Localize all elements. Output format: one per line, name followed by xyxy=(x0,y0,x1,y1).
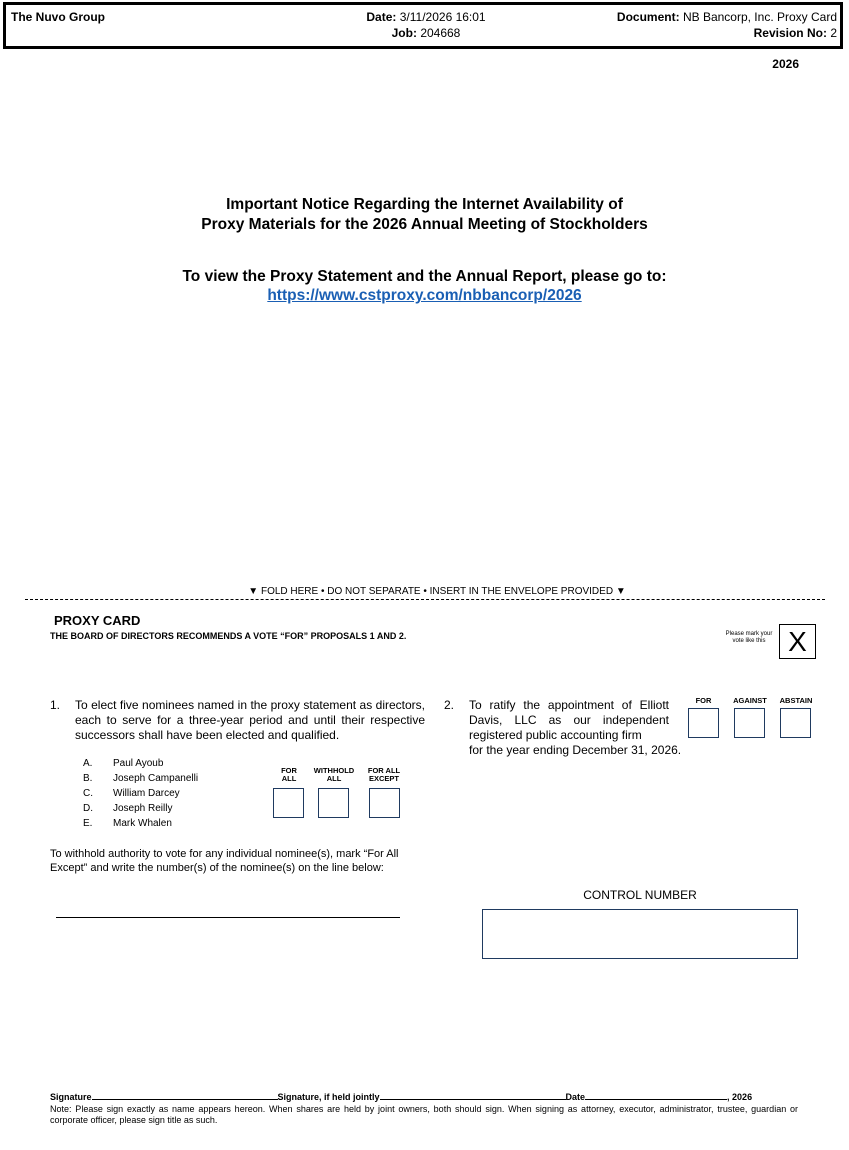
withhold-instruction: To withhold authority to vote for any individual nominee(s), mark “For All Except” and write the number(s) of the nominee(s) on the line below: xyxy=(50,848,399,874)
fold-instruction xyxy=(0,586,849,597)
signature-note: Note: Please sign exactly as name appears hereon. When shares are held by joint owners, both should sign. When signing as attorney, executor, administrator, trustee, guardian or corporate officer, please sign title as such. xyxy=(50,1104,798,1125)
for-all-checkbox[interactable] xyxy=(273,788,304,818)
fold-dashed-line xyxy=(25,599,825,600)
notice-title xyxy=(0,195,849,235)
mark-example-box: X xyxy=(779,624,816,659)
signature-label: Signature xyxy=(50,1092,92,1102)
nominee-item: A. Paul Ayoub xyxy=(83,758,164,769)
date-label: Date: xyxy=(366,10,397,24)
joint-signature-label: Signature, if held jointly xyxy=(277,1092,380,1102)
withhold-all-checkbox[interactable] xyxy=(318,788,349,818)
nominee-item: E. Mark Whalen xyxy=(83,818,172,829)
proposal1-text: To elect five nominees named in the proxy statement as directors, each to serve for a three-year period and until their respective successors shall have been elected and qualified. xyxy=(75,698,425,742)
date-year-suffix: , 2026 xyxy=(727,1092,753,1102)
notice-title-line1: Important Notice Regarding the Internet Availability of xyxy=(226,196,623,213)
date-job-block xyxy=(306,9,546,41)
date-line[interactable] xyxy=(585,1090,727,1100)
for-all-except-checkbox[interactable] xyxy=(369,788,400,818)
document-value: NB Bancorp, Inc. Proxy Card xyxy=(682,10,837,24)
nominee-item: B. Joseph Campanelli xyxy=(83,773,199,784)
against-checkbox[interactable] xyxy=(734,708,765,738)
proposal2-text: To ratify the appointment of Elliott Davis, LLC as our independent registered public accounting firm xyxy=(469,698,669,742)
signature-line[interactable] xyxy=(92,1090,278,1100)
proposal1-number: 1. xyxy=(50,698,61,712)
control-number-label: CONTROL NUMBER xyxy=(583,888,697,902)
job-value: 204668 xyxy=(420,26,461,40)
company-name: The Nuvo Group xyxy=(11,10,105,24)
mark-instruction: Please mark your vote like this xyxy=(725,631,773,644)
proxy-materials-link[interactable]: https://www.cstproxy.com/nbbancorp/2026 xyxy=(267,287,582,304)
abstain-checkbox[interactable] xyxy=(780,708,811,738)
job-header xyxy=(3,2,843,49)
fold-instruction-text: ▼ FOLD HERE • DO NOT SEPARATE • INSERT IN THE ENVELOPE PROVIDED ▼ xyxy=(248,586,626,597)
against-header: AGAINST xyxy=(733,696,767,705)
date-value: 3/11/2026 16:01 xyxy=(399,10,486,24)
board-recommendation: THE BOARD OF DIRECTORS RECOMMENDS A VOTE “FOR” PROPOSALS 1 AND 2. xyxy=(50,631,407,641)
job-label: Job: xyxy=(391,26,417,40)
for-all-header: FOR ALL xyxy=(281,766,297,783)
revision-label: Revision No: xyxy=(753,26,827,40)
notice-title-line2: Proxy Materials for the 2026 Annual Meeting of Stockholders xyxy=(201,216,648,233)
nominee-exception-line[interactable] xyxy=(56,917,400,918)
document-label: Document: xyxy=(616,10,680,24)
nominee-item: D. Joseph Reilly xyxy=(83,803,173,814)
document-block xyxy=(617,9,837,41)
for-all-except-header: FOR ALL EXCEPT xyxy=(367,766,401,783)
for-header: FOR xyxy=(695,696,712,705)
abstain-header: ABSTAIN xyxy=(779,696,813,705)
proposal2-text-tail: for the year ending December 31, 2026. xyxy=(469,743,682,757)
notice-view-text: To view the Proxy Statement and the Annual Report, please go to: xyxy=(182,268,667,285)
for-checkbox[interactable] xyxy=(688,708,719,738)
control-number-field[interactable] xyxy=(482,909,798,959)
signature-row xyxy=(50,1090,752,1102)
proxy-card-title: PROXY CARD xyxy=(54,613,141,628)
withhold-all-header: WITHHOLD ALL xyxy=(313,766,355,783)
year-tag: 2026 xyxy=(772,57,799,71)
joint-signature-line[interactable] xyxy=(380,1090,566,1100)
revision-value: 2 xyxy=(830,26,837,40)
nominee-item: C. William Darcey xyxy=(83,788,180,799)
date-field-label: Date xyxy=(565,1092,586,1102)
nominee-list xyxy=(83,756,198,831)
notice-view xyxy=(0,267,849,305)
proposal2-number: 2. xyxy=(444,698,455,712)
